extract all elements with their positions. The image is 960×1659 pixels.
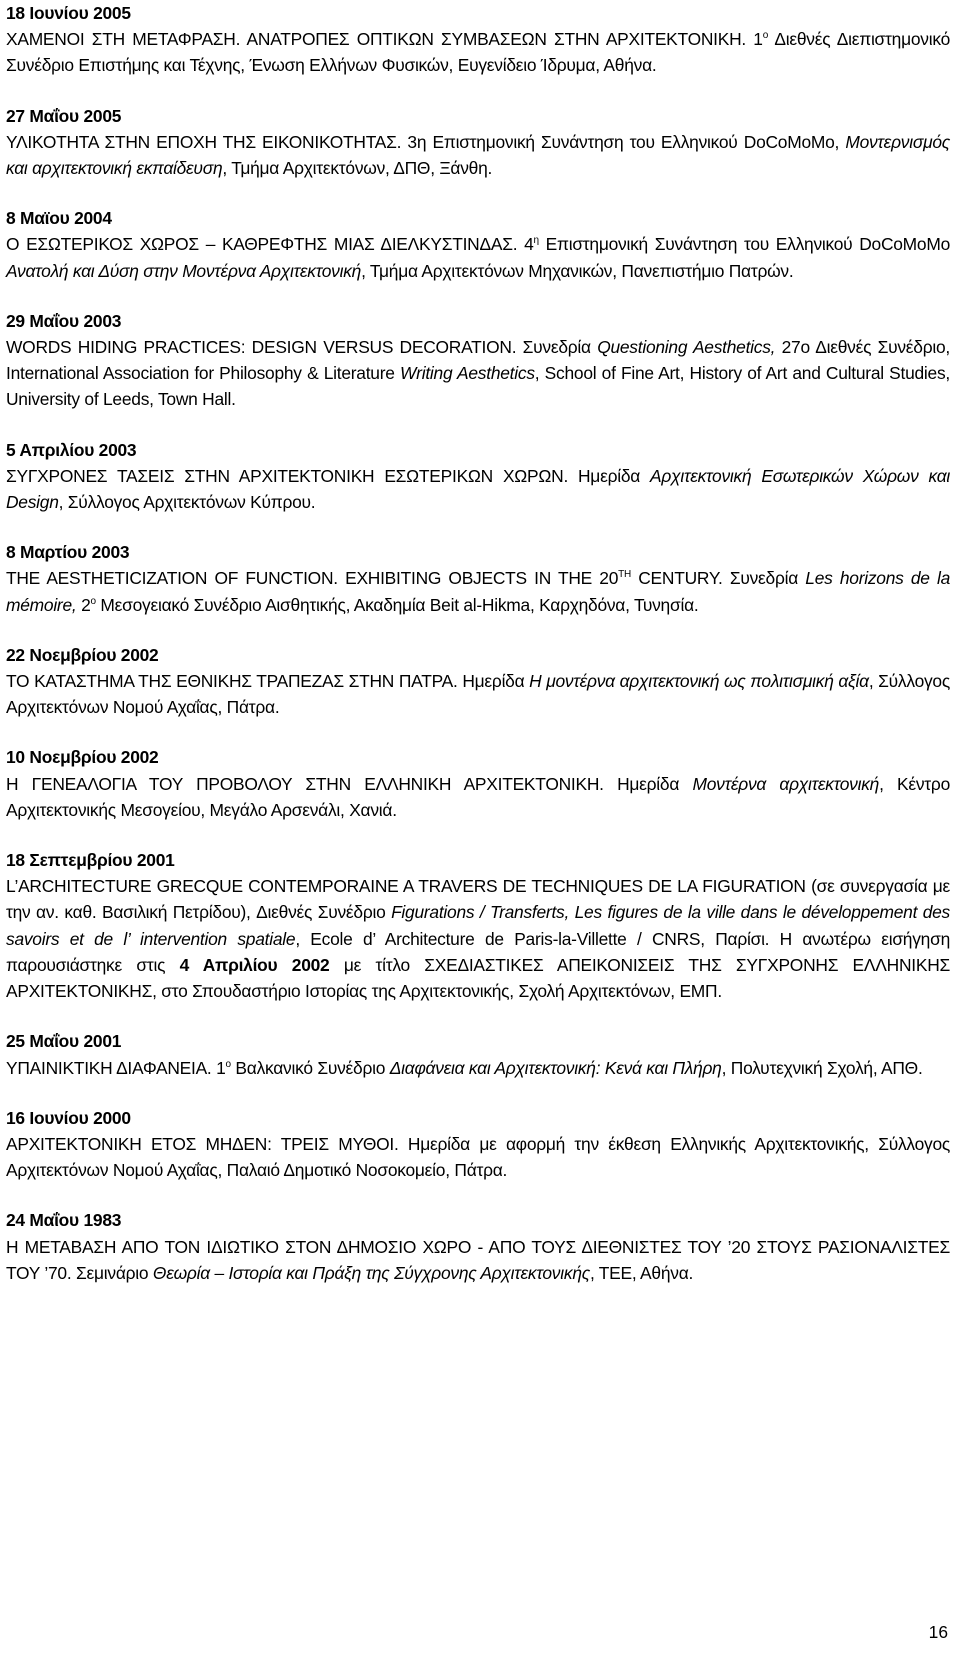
entry-description: [6, 1234, 950, 1286]
entry-description: [6, 1055, 950, 1081]
entry-description: [6, 668, 950, 720]
lecture-entry: [6, 0, 950, 79]
italic-text: Αρχιτεκτονική Εσωτερικών Χώρων και Design: [6, 465, 950, 513]
italic-text: Ανατολή και Δύση στην Μοντέρνα Αρχιτεκτονική: [6, 260, 362, 281]
entry-description: [6, 26, 950, 78]
lecture-entry: [6, 1028, 950, 1080]
text-segment: WORDS HIDING PRACTICES: DESIGN VERSUS DECORATION. Συνεδρία: [6, 337, 598, 358]
text-segment: ΣΥΓΧΡΟΝΕΣ ΤΑΣΕΙΣ ΣΤΗΝ ΑΡΧΙΤΕΚΤΟΝΙΚΗ ΕΣΩΤΕΡΙΚΩΝ ΧΩΡΩΝ. Ημερίδα: [6, 465, 651, 486]
superscript: ο: [762, 30, 769, 42]
text-segment: , Πολυτεχνική Σχολή, ΑΠΘ.: [721, 1057, 923, 1078]
entry-date: 18 Σεπτεμβρίου 2001: [6, 850, 175, 871]
text-segment: , School of Fine Art, History of Art and Cultural Studies, University of Leeds, Town Hall.: [6, 363, 950, 410]
entry-description: [6, 873, 950, 1004]
text-segment: Διεθνές Διεπιστημονικό Συνέδριο Επιστήμης και Τέχνης, Ένωση Ελλήνων Φυσικών, Ευγενίδειο Ίδρυμα, Αθήνα.: [6, 29, 950, 76]
text-segment: ΑΡΧΙΤΕΚΤΟΝΙΚΗ ΕΤΟΣ ΜΗΔΕΝ: ΤΡΕΙΣ ΜΥΘΟΙ. Ημερίδα με αφορμή την έκθεση Ελληνικής Αρχιτεκτονικής, Σύλλογος Αρχιτεκτόνων Νομού Αχαΐας, Παλαιό Δημοτικό Νοσοκομείο, Πάτρα.: [6, 1133, 950, 1181]
italic-text: Μοντερνισμός και αρχιτεκτονική εκπαίδευση: [6, 131, 950, 179]
superscript: ο: [90, 595, 96, 607]
entry-date: 16 Ιουνίου 2000: [6, 1107, 131, 1128]
lecture-entry: [6, 744, 950, 823]
superscript: ο: [225, 1058, 231, 1070]
entry-date: 29 Μαΐου 2003: [6, 310, 122, 331]
entry-description: [6, 334, 950, 413]
text-segment: CENTURY. Συνεδρία: [630, 568, 806, 589]
lecture-list: [6, 0, 950, 1286]
lecture-entry: [6, 205, 950, 284]
text-segment: , ΤΕΕ, Αθήνα.: [589, 1262, 694, 1283]
lecture-entry: [6, 103, 950, 182]
entry-description: [6, 231, 950, 283]
entry-date: 25 Μαΐου 2001: [6, 1031, 122, 1052]
entry-date: 22 Νοεμβρίου 2002: [6, 644, 159, 665]
italic-text: Μοντέρνα αρχιτεκτονική: [692, 773, 880, 794]
text-segment: με τίτλο ΣΧΕΔΙΑΣΤΙΚΕΣ ΑΠΕΙΚΟΝΙΣΕΙΣ ΤΗΣ ΣΥΓΧΡΟΝΗΣ ΕΛΛΗΝΙΚΗΣ ΑΡΧΙΤΕΚΤΟΝΙΚΗΣ, στο Σπουδαστήριο Ιστορίας της Αρχιτεκτονικής, Σχολή Αρχιτεκτόνων, ΕΜΠ.: [6, 954, 950, 1002]
italic-text: Διαφάνεια και Αρχιτεκτονική: Κενά και Πλήρη: [389, 1057, 722, 1078]
text-segment: 2: [76, 594, 91, 615]
lecture-entry: [6, 437, 950, 516]
text-segment: , Τμήμα Αρχιτεκτόνων, ΔΠΘ, Ξάνθη.: [222, 158, 493, 179]
lecture-entry: [6, 539, 950, 618]
superscript: η: [533, 235, 539, 247]
entry-date: 27 Μαΐου 2005: [6, 105, 122, 126]
entry-date: 5 Απριλίου 2003: [6, 439, 137, 460]
lecture-entry: [6, 1207, 950, 1286]
text-segment: , Τμήμα Αρχιτεκτόνων Μηχανικών, Πανεπιστήμιο Πατρών.: [361, 260, 794, 281]
italic-text: Les horizons de la mémoire,: [6, 568, 950, 615]
italic-text: Figurations / Transferts, Les figures de la ville dans le développement des savoirs et de l’ intervention spatiale: [6, 902, 950, 949]
bold-text: 4 Απριλίου 2002: [179, 954, 330, 975]
text-segment: , Ecole d’ Architecture de Paris-la-Villette / CNRS, Παρίσι. Η ανωτέρω εισήγηση παρουσιάστηκε στις: [6, 928, 950, 975]
italic-text: Η μοντέρνα αρχιτεκτονική ως πολιτισμική αξία: [529, 671, 869, 692]
entry-description: [6, 771, 950, 823]
text-segment: THE AESTHETICIZATION OF FUNCTION. EXHIBITING OBJECTS IN THE 20: [6, 568, 619, 589]
entry-date: 8 Μαρτίου 2003: [6, 542, 130, 563]
text-segment: ΥΛΙΚΟΤΗΤΑ ΣΤΗΝ ΕΠΟΧΗ ΤΗΣ ΕΙΚΟΝΙΚΟΤΗΤΑΣ. 3η Επιστημονική Συνάντηση του Ελληνικού DoCoMoMo,: [6, 131, 846, 152]
lecture-entry: [6, 1105, 950, 1184]
text-segment: ΥΠΑΙΝΙΚΤΙΚΗ ΔΙΑΦΑΝΕΙΑ. 1: [6, 1057, 226, 1078]
entry-date: 24 Μαΐου 1983: [6, 1210, 122, 1231]
italic-text: Questioning Aesthetics,: [597, 337, 776, 358]
text-segment: 27ο Διεθνές Συνέδριο, International Association for Philosophy & Literature: [6, 337, 950, 384]
text-segment: Βαλκανικό Συνέδριο: [230, 1057, 390, 1078]
entry-description: [6, 129, 950, 181]
entry-description: [6, 463, 950, 515]
text-segment: L’ARCHITECTURE GRECQUE CONTEMPORAINE A TRAVERS DE TECHNIQUES DE LA FIGURATION (σε συνεργασία με την αν. καθ. Βασιλική Πετρίδου), Διεθνές Συνέδριο: [6, 876, 950, 923]
page-number: 16: [928, 1622, 948, 1642]
italic-text: Writing Aesthetics: [400, 363, 535, 384]
text-segment: Επιστημονική Συνάντηση του Ελληνικού DoCoMoMo: [538, 234, 951, 255]
entry-date: 8 Μαϊου 2004: [6, 208, 112, 229]
text-segment: Μεσογειακό Συνέδριο Αισθητικής, Ακαδημία Beit al-Hikma, Καρχηδόνα, Τυνησία.: [95, 594, 699, 615]
entry-date: 18 Ιουνίου 2005: [6, 3, 131, 23]
text-segment: Ο ΕΣΩΤΕΡΙΚΟΣ ΧΩΡΟΣ – ΚΑΘΡΕΦΤΗΣ ΜΙΑΣ ΔΙΕΛΚΥΣΤΙΝΔΑΣ. 4: [6, 234, 534, 255]
entry-description: [6, 565, 950, 617]
lecture-entry: [6, 308, 950, 413]
text-segment: , Σύλλογος Αρχιτεκτόνων Κύπρου.: [58, 492, 316, 513]
text-segment: , Κέντρο Αρχιτεκτονικής Μεσογείου, Μεγάλο Αρσενάλι, Χανιά.: [6, 773, 950, 820]
superscript: TH: [618, 569, 631, 581]
document-page: [6, 0, 950, 1310]
text-segment: Η ΜΕΤΑΒΑΣΗ ΑΠΟ ΤΟΝ ΙΔΙΩΤΙΚΟ ΣΤΟΝ ΔΗΜΟΣΙΟ ΧΩΡΟ - ΑΠΟ ΤΟΥΣ ΔΙΕΘΝΙΣΤΕΣ ΤΟΥ ’20 ΣΤΟΥΣ ΡΑΣΙΟΝΑΛΙΣΤΕΣ ΤΟΥ ’70. Σεμινάριο: [6, 1236, 950, 1283]
text-segment: ΧΑΜΕΝΟΙ ΣΤΗ ΜΕΤΑΦΡΑΣΗ. ΑΝΑΤΡΟΠΕΣ ΟΠΤΙΚΩΝ ΣΥΜΒΑΣΕΩΝ ΣΤΗΝ ΑΡΧΙΤΕΚΤΟΝΙΚΗ. 1: [6, 29, 763, 50]
text-segment: Η ΓΕΝΕΑΛΟΓΙΑ ΤΟΥ ΠΡΟΒΟΛΟΥ ΣΤΗΝ ΕΛΛΗΝΙΚΗ ΑΡΧΙΤΕΚΤΟΝΙΚΗ. Ημερίδα: [6, 773, 693, 794]
text-segment: , Σύλλογος Αρχιτεκτόνων Νομού Αχαΐας, Πάτρα.: [6, 671, 950, 718]
lecture-entry: [6, 642, 950, 721]
text-segment: ΤΟ ΚΑΤΑΣΤΗΜΑ ΤΗΣ ΕΘΝΙΚΗΣ ΤΡΑΠΕΖΑΣ ΣΤΗΝ ΠΑΤΡΑ. Ημερίδα: [6, 671, 530, 692]
lecture-entry: [6, 847, 950, 1004]
entry-date: 10 Νοεμβρίου 2002: [6, 747, 159, 768]
entry-description: [6, 1131, 950, 1183]
italic-text: Θεωρία – Ιστορία και Πράξη της Σύγχρονης Αρχιτεκτονικής: [152, 1262, 590, 1283]
